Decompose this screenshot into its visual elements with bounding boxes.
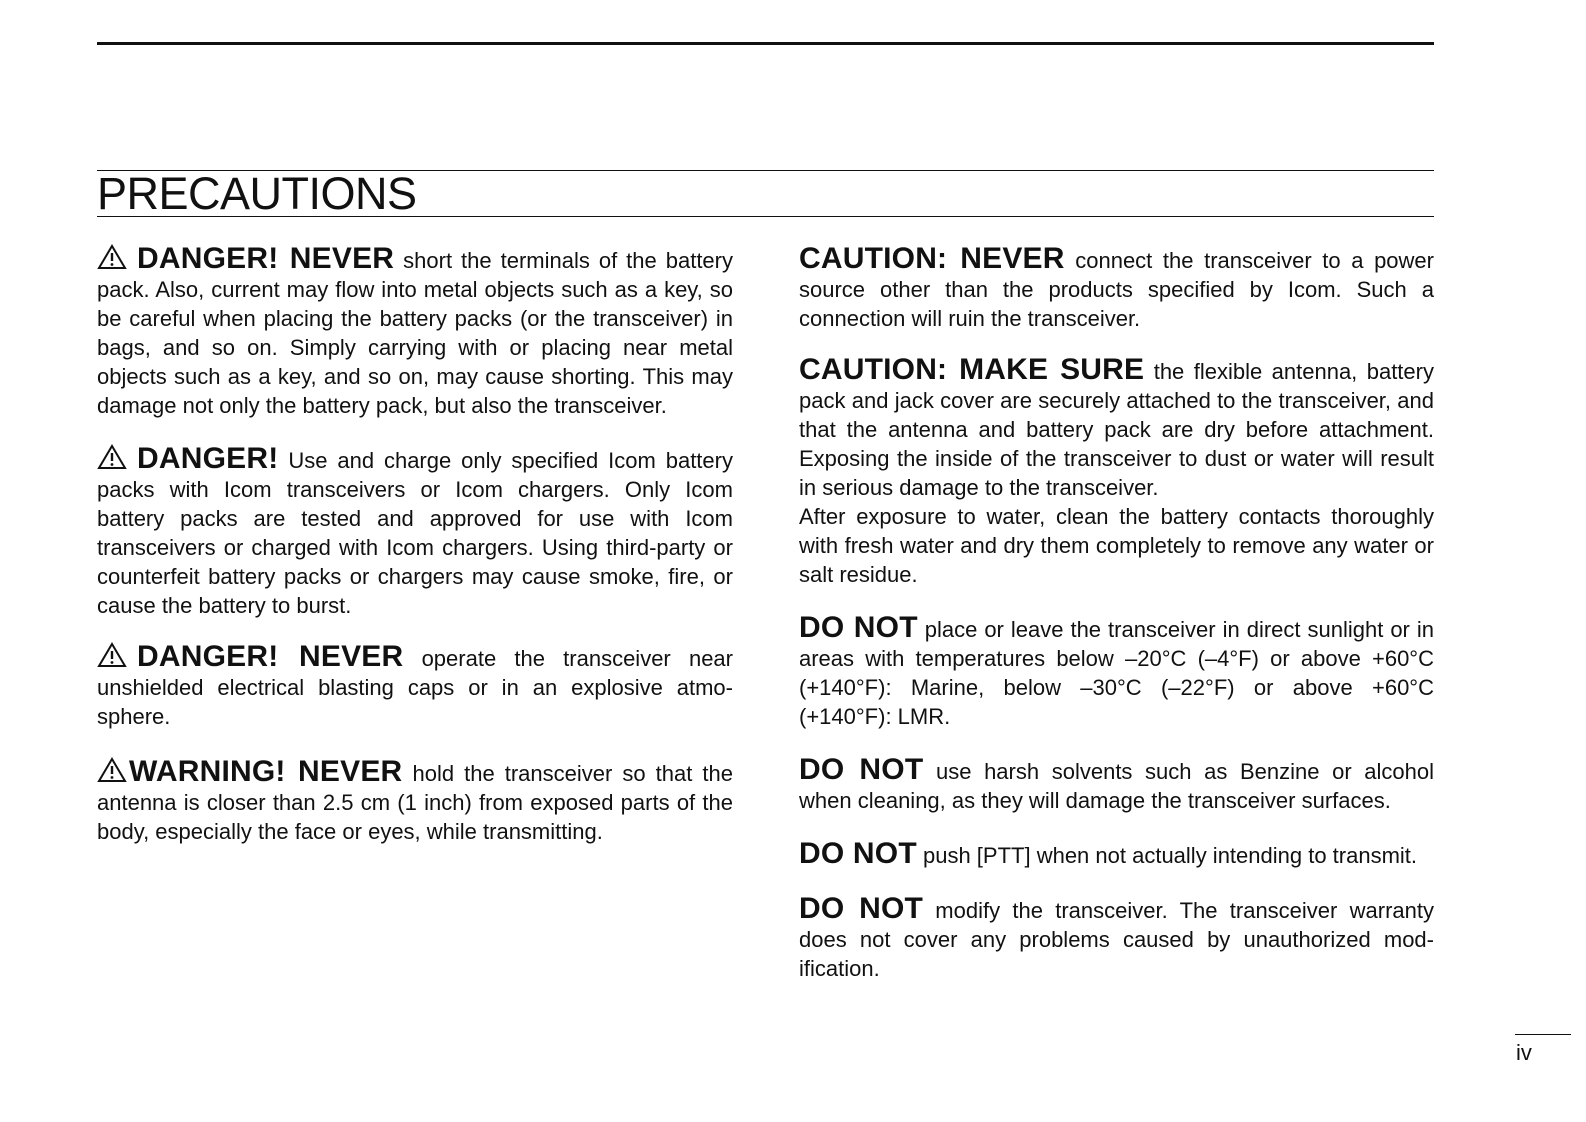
header-rule (97, 42, 1434, 45)
title-rule-bottom (97, 216, 1434, 217)
caution-power-source-text: connect the transceiver to a power source other than the products specified by Icom. Such a connection will ruin the transceiver. (799, 248, 1434, 331)
danger-blasting-caps-paragraph (97, 642, 733, 731)
danger-never-lead: DANGER! NEVER (137, 640, 404, 673)
warning-triangle-icon (97, 244, 127, 270)
danger-never-lead: DANGER! NEVER (137, 242, 395, 275)
danger-lead: DANGER! (137, 442, 279, 475)
caution-make-sure-paragraph (799, 355, 1434, 502)
danger-blasting-caps-text: operate the transceiver near unshielded electrical blasting caps or in an explosive atmosphere. (97, 646, 733, 729)
do-not-lead: DO NOT (799, 837, 917, 870)
do-not-modify-paragraph (799, 894, 1434, 983)
do-not-solvents-text: use harsh solvents such as Benzine or alcohol when cleaning, as they will damage the transceiver surfaces. (799, 759, 1434, 813)
right-column (799, 244, 1434, 983)
do-not-ptt-paragraph (799, 839, 1434, 870)
do-not-lead: DO NOT (799, 892, 924, 925)
danger-specified-battery-paragraph (97, 444, 733, 620)
do-not-ptt-text: push [PTT] when not actually intending to transmit. (916, 843, 1418, 868)
warning-antenna-distance-paragraph (97, 757, 733, 846)
warning-never-lead: WARNING! NEVER (129, 755, 403, 788)
warning-triangle-icon (97, 642, 127, 668)
page-number-rule (1515, 1034, 1571, 1035)
danger-specified-battery-text: Use and charge only specified Icom battery packs with Icom transceivers or Icom chargers. Only Icom battery packs are tested and approved for use with Icom transceivers or charged with Icom chargers. Using third-party or counterfeit battery packs or chargers may cause smoke, fire, or cause the battery to burst. (97, 448, 733, 618)
warning-antenna-distance-text: hold the transceiver so that the antenna is closer than 2.5 cm (1 inch) from exposed parts of the body, especially the face or eyes, while transmitting. (97, 761, 733, 844)
left-column (97, 244, 733, 846)
page-title: PRECAUTIONS (97, 168, 417, 219)
caution-make-sure-lead: CAUTION: MAKE SURE (799, 353, 1145, 386)
warning-triangle-icon (97, 757, 127, 783)
warning-triangle-icon (97, 444, 127, 470)
page-number: iv (1516, 1040, 1532, 1065)
water-exposure-text: After exposure to water, clean the battery contacts thoroughly with fresh water and dry them completely to remove any water or salt residue. (799, 504, 1434, 587)
do-not-lead: DO NOT (799, 611, 918, 644)
do-not-solvents-paragraph (799, 755, 1434, 815)
water-exposure-paragraph (799, 502, 1434, 589)
do-not-modify-text: modify the transceiver. The transceiver warranty does not cover any problems caused by unauthorized modification. (799, 898, 1434, 981)
danger-battery-short-paragraph (97, 244, 733, 420)
do-not-sunlight-text: place or leave the transceiver in direct sunlight or in areas with temperatures below –20°C (–4°F) or above +60°C (+140°F): Marine, below –30°C (–22°F) or above +60°C (+140°F): LMR. (799, 617, 1434, 729)
caution-make-sure-text: the flexible antenna, battery pack and jack cover are securely attached to the transceiver, and that the antenna and battery pack are dry before attachment. Exposing the inside of the transceiver to dust or water will result in serious damage to the transceiver. (799, 359, 1434, 500)
do-not-lead: DO NOT (799, 753, 924, 786)
caution-never-lead: CAUTION: NEVER (799, 242, 1065, 275)
do-not-sunlight-paragraph (799, 613, 1434, 731)
caution-power-source-paragraph (799, 244, 1434, 333)
danger-battery-short-text: short the terminals of the battery pack. Also, current may flow into metal objects such as a key, so be careful when placing the battery packs (or the transceiver) in bags, and so on. Simply carrying with or placing near metal objects such as a key, and so on, may cause shorting. This may damage not only the battery pack, but also the transceiver. (97, 248, 733, 418)
